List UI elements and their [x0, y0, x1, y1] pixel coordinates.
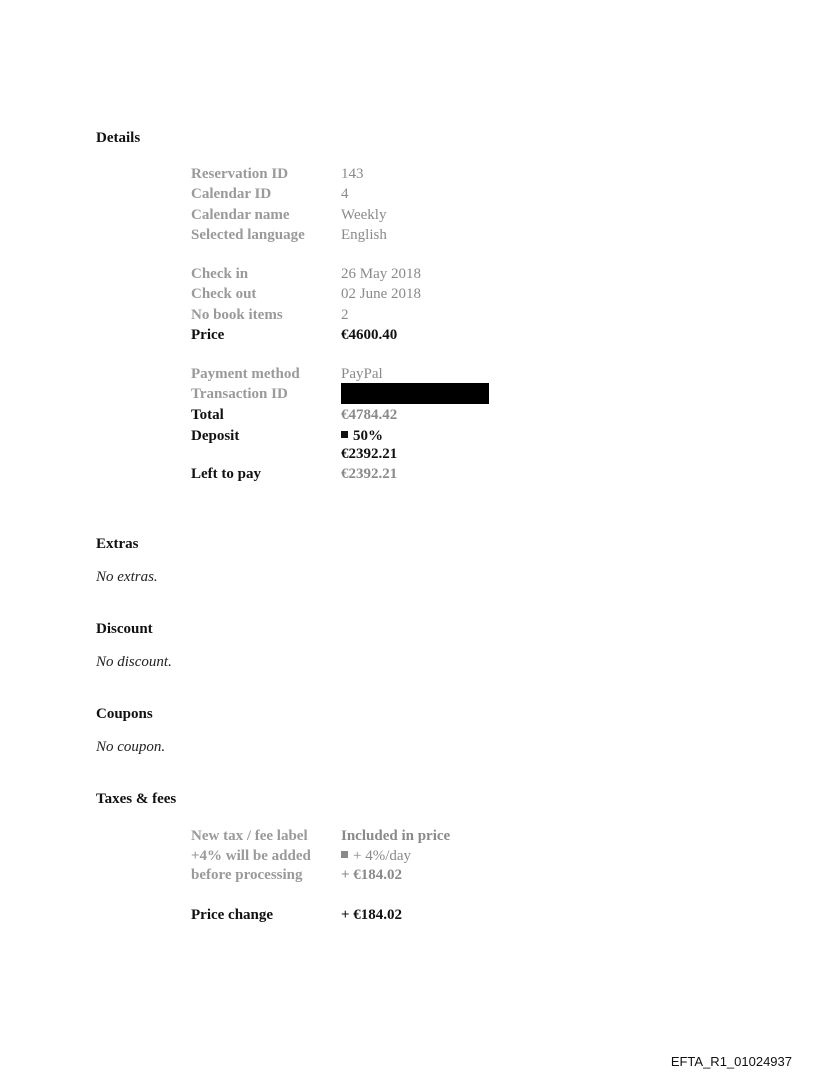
calendar-id-value: 4	[341, 186, 349, 202]
bullet-icon	[341, 851, 348, 858]
tax-status: Included in price	[341, 828, 451, 844]
reservation-id-label: Reservation ID	[191, 166, 289, 182]
selected-language-label: Selected language	[191, 227, 305, 243]
reservation-id-value: 143	[341, 166, 364, 182]
left-to-pay-label: Left to pay	[191, 466, 261, 482]
calendar-name-value: Weekly	[341, 207, 387, 223]
selected-language-value: English	[341, 227, 387, 243]
discount-note: No discount.	[96, 654, 172, 670]
no-book-items-value: 2	[341, 307, 349, 323]
tax-label: New tax / fee label	[191, 828, 308, 844]
document-id: EFTA_R1_01024937	[670, 1054, 792, 1069]
deposit-label: Deposit	[191, 428, 240, 444]
discount-heading: Discount	[96, 621, 153, 637]
check-in-value: 26 May 2018	[341, 266, 421, 282]
transaction-id-redaction	[341, 383, 489, 404]
calendar-name-label: Calendar name	[191, 207, 290, 223]
payment-method-label: Payment method	[191, 366, 300, 382]
tax-rate-text: + 4%/day	[353, 848, 412, 864]
calendar-id-label: Calendar ID	[191, 186, 272, 202]
taxes-heading: Taxes & fees	[96, 791, 177, 807]
details-heading: Details	[96, 130, 141, 146]
price-value: €4600.40	[341, 327, 398, 343]
deposit-percent-text: 50%	[353, 428, 383, 444]
transaction-id-label: Transaction ID	[191, 386, 288, 402]
check-out-value: 02 June 2018	[341, 286, 421, 302]
deposit-percent	[341, 426, 383, 446]
tax-rate	[341, 846, 411, 866]
tax-added-line1: +4% will be added	[191, 848, 311, 864]
left-to-pay-value: €2392.21	[341, 466, 398, 482]
check-out-label: Check out	[191, 286, 257, 302]
tax-amount: + €184.02	[341, 867, 403, 883]
extras-heading: Extras	[96, 536, 139, 552]
no-book-items-label: No book items	[191, 307, 283, 323]
total-value: €4784.42	[341, 407, 398, 423]
coupons-note: No coupon.	[96, 739, 166, 755]
payment-method-value: PayPal	[341, 366, 383, 382]
extras-note: No extras.	[96, 569, 158, 585]
price-change-label: Price change	[191, 907, 274, 923]
price-label: Price	[191, 327, 225, 343]
total-label: Total	[191, 407, 224, 423]
price-change-value: + €184.02	[341, 907, 403, 923]
coupons-heading: Coupons	[96, 706, 153, 722]
tax-added-line2: before processing	[191, 867, 303, 883]
deposit-amount: €2392.21	[341, 446, 398, 462]
check-in-label: Check in	[191, 266, 249, 282]
bullet-icon	[341, 431, 348, 438]
